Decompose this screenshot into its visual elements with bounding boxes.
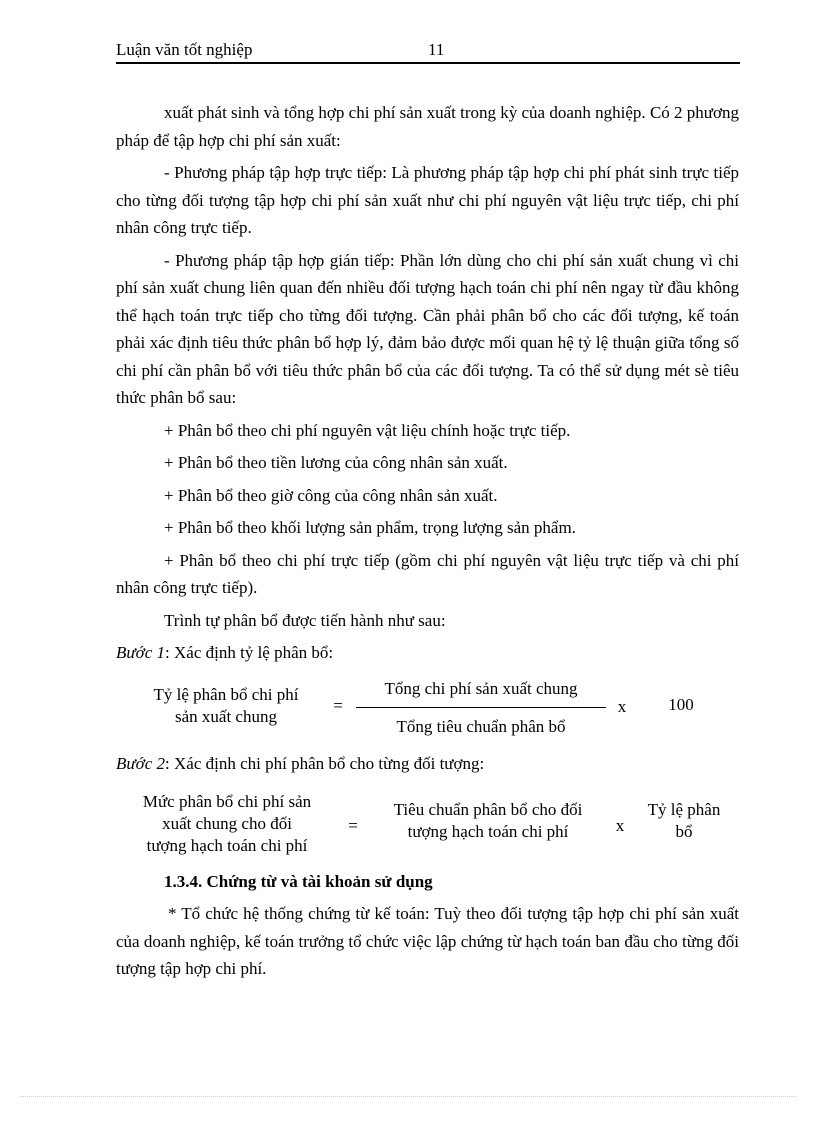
header-title: Luận văn tốt nghiệp: [116, 40, 253, 59]
section-heading: 1.3.4. Chứng từ và tài khoản sử dụng: [164, 872, 433, 891]
paragraph-voucher-system: * Tổ chức hệ thống chứng từ kế toán: Tuỳ theo đối tượng tập hợp chi phí sản xuất của doanh nghiệp, kế toán trưởng tổ chức việc lập chứng từ hạch toán ban đầu cho từng đối tượng tập hợp chi phí.: [116, 904, 739, 978]
formula-1-lhs: [116, 684, 336, 728]
formula-2-rhs: [632, 799, 736, 843]
formula-1-numerator: Tổng chi phí sản xuất chung: [384, 679, 578, 698]
formula-1-times: x: [617, 697, 627, 716]
paragraph-intro: xuất phát sinh và tổng hợp chi phí sản xuất trong kỳ của doanh nghiệp. Có 2 phương pháp để tập hợp chi phí sản xuất:: [116, 103, 739, 150]
page-number: 11: [428, 40, 445, 59]
step-2-text: : Xác định chi phí phân bổ cho từng đối tượng:: [165, 754, 485, 773]
formula-1-lhs-line: Tỷ lệ phân bổ chi phí: [153, 685, 299, 704]
formula-2-times: x: [615, 816, 625, 835]
formula-2-rhs-line: Tỷ lệ phân: [647, 800, 721, 819]
list-item: + Phân bổ theo chi phí trực tiếp (gồm chi phí nguyên vật liệu trực tiếp và chi phí nhân công trực tiếp).: [116, 550, 739, 597]
formula-allocated-cost: [116, 791, 739, 859]
formula-2-lhs-line: Mức phân bổ chi phí sản: [142, 792, 312, 811]
paragraph-direct-method: - Phương pháp tập hợp trực tiếp: Là phương pháp tập hợp chi phí phát sinh trực tiếp cho từng đối tượng tập hợp chi phí sản xuất như chi phí nguyên vật liệu trực tiếp, chi phí nhân công trực tiếp.: [116, 163, 739, 237]
formula-1-fraction-line: [356, 707, 606, 708]
step-1-label: Bước 1: [116, 643, 166, 662]
formula-2-lhs: [116, 791, 338, 857]
page-header: [116, 38, 740, 64]
list-item: + Phân bổ theo tiền lương của công nhân sản xuất.: [164, 453, 508, 472]
paragraph-indirect-method: - Phương pháp tập hợp gián tiếp: Phần lớn dùng cho chi phí sản xuất chung vì chi phí sản xuất chung liên quan đến nhiều đối tượng hạch toán chi phí nên ngay từ đầu không thể hạch toán trực tiếp cho từng đối tượng. Cần phải phân bổ cho các đối tượng, kế toán phải xác định tiêu thức phân bổ hợp lý, đảm bảo được mối quan hệ tỷ lệ thuận giữa tổng số chi phí cần phân bổ với tiêu thức phân bổ của các đối tượng. Ta có thể sử dụng mét sè tiêu thức phân bổ sau:: [116, 250, 739, 407]
list-item: + Phân bổ theo chi phí nguyên vật liệu chính hoặc trực tiếp.: [164, 420, 571, 440]
formula-1-equals: =: [333, 696, 343, 715]
step-1-text: : Xác định tỷ lệ phân bổ:: [165, 643, 334, 662]
formula-2-middle: [368, 799, 608, 843]
formula-1-factor: 100: [668, 695, 694, 714]
formula-2-rhs-line: bổ: [675, 822, 693, 841]
step-1: [116, 639, 739, 666]
step-2-label: Bước 2: [116, 754, 166, 773]
formula-2-equals: =: [348, 816, 358, 835]
formula-allocation-rate: [116, 678, 739, 752]
document-body: [116, 99, 739, 983]
formula-2-middle-line: tượng hạch toán chi phí: [407, 822, 569, 841]
formula-1-lhs-line: sản xuất chung: [175, 707, 277, 726]
formula-2-middle-line: Tiêu chuẩn phân bổ cho đối: [393, 800, 583, 819]
step-2: [116, 750, 739, 777]
formula-1-denominator: Tổng tiêu chuẩn phân bổ: [396, 717, 566, 736]
paragraph-allocation-order: Trình tự phân bổ được tiến hành như sau:: [164, 610, 446, 630]
formula-2-lhs-line: tượng hạch toán chi phí: [146, 836, 308, 855]
formula-2-lhs-line: xuất chung cho đối: [162, 814, 292, 833]
page-bottom-border: [20, 1096, 796, 1097]
list-item: + Phân bổ theo giờ công của công nhân sản xuất.: [164, 485, 498, 505]
list-item: + Phân bổ theo khối lượng sản phẩm, trọng lượng sản phẩm.: [164, 518, 576, 537]
